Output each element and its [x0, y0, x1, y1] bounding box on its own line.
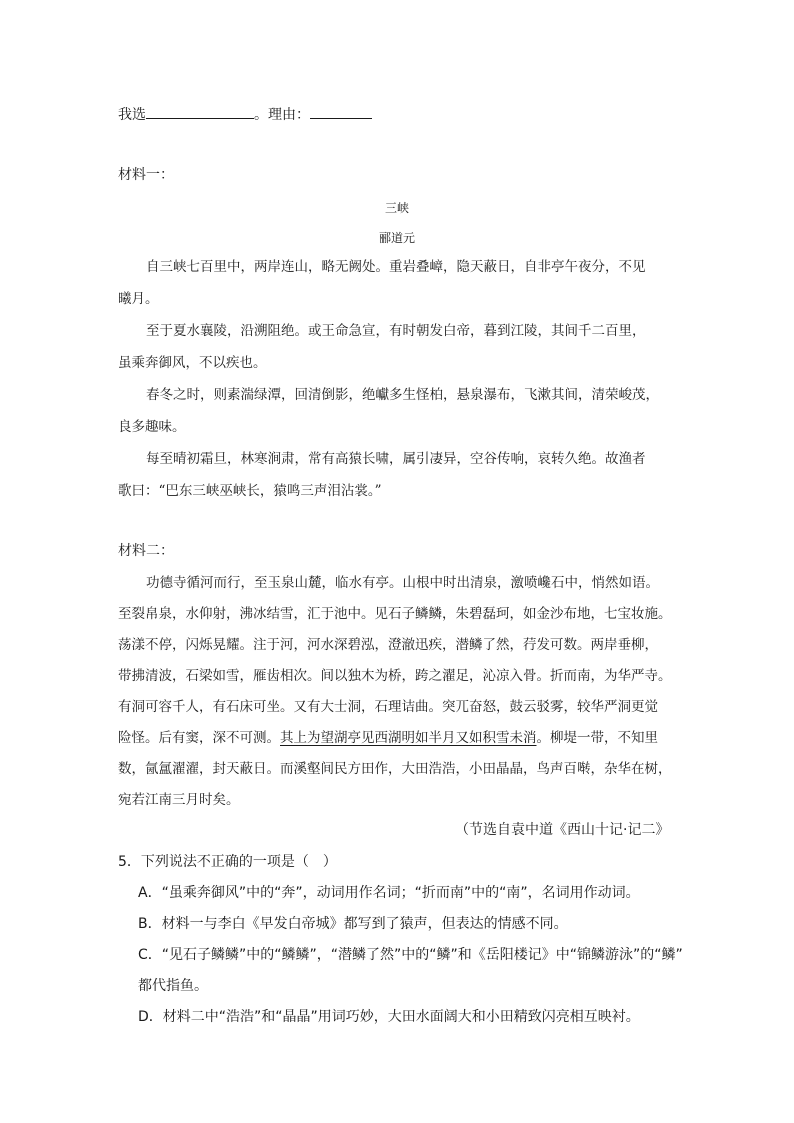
material1-line: 每至晴初霜旦，林寒涧肃，常有高猿长啸，属引凄异，空谷传响，哀转久绝。故渔者 [146, 451, 646, 467]
question-stem: 5．下列说法不正确的一项是（ ） [118, 854, 337, 870]
material2-line: 荡漾不停，闪烁晃耀。注于河，河水深碧泓，澄澈迅疾，潜鳞了然，荇发可数。两岸垂柳， [118, 637, 658, 653]
material1-line: 曦月。 [118, 291, 159, 307]
material2-line: 宛若江南三月时矣。 [118, 792, 240, 808]
reason-blank[interactable] [310, 104, 372, 119]
material1-line: 良多趣味。 [118, 419, 186, 435]
material1-author: 郦道元 [378, 231, 415, 245]
material2-line: 至裂帛泉，水仰射，沸冰结雪，汇于池中。见石子鳞鳞，朱碧磊珂，如金沙布地，七宝妆施。 [118, 606, 672, 622]
material2-line6-after: 。柳堤一带，不知里 [536, 730, 658, 746]
answer-middle: 。理由： [254, 107, 310, 123]
material1-line: 春冬之时，则素湍绿潭，回清倒影，绝巘多生怪柏，悬泉瀑布，飞漱其间，清荣峻茂， [146, 387, 659, 403]
option-c-continued: 都代指鱼。 [138, 978, 208, 994]
option-b[interactable]: B．材料一与李白《早发白帝城》都写到了猿声，但表达的情感不同。 [138, 916, 568, 932]
material1-title: 三峡 [384, 201, 409, 215]
material1-line: 歌曰：“巴东三峡巫峡长，猿鸣三声泪沾裳。” [118, 483, 382, 499]
underlined-sentence: 其上为望湖亭见西湖明如半月又如积雪未消 [280, 730, 537, 746]
material2-line: 数，氤氲濯濯，封天蔽日。而溪壑间民方田作，大田浩浩，小田晶晶，鸟声百啭，杂华在树， [118, 761, 672, 777]
material2-line: 带拂清波，石梁如雪，雁齿相次。间以独木为桥，跨之濯足，沁凉入骨。折而南，为华严寺。 [118, 668, 672, 684]
option-c[interactable]: C．“见石子鳞鳞”中的“鳞鳞”，“潜鳞了然”中的“鳞”和《岳阳楼记》中“锦鳞游泳”的“鳞” [138, 947, 683, 963]
material2-line [118, 729, 658, 747]
material2-line: 功德寺循河而行，至玉泉山麓，临水有亭。山根中时出清泉，激喷巉石中，悄然如语。 [146, 575, 659, 591]
material1-line: 自三峡七百里中，两岸连山，略无阙处。重岩叠嶂，隐天蔽日，自非亭午夜分，不见 [146, 259, 646, 275]
material2-line: 有洞可容千人，有石床可坐。又有大士洞，石理诘曲。突兀奋怒，鼓云驳雾，较华严洞更觉 [118, 699, 658, 715]
choice-blank[interactable] [146, 104, 254, 119]
answer-prefix: 我选 [118, 107, 146, 123]
material2-label: 材料二： [118, 543, 174, 559]
material2-line6-before: 险怪。后有窦，深不可测。 [118, 730, 280, 746]
material1-line: 虽乘奔御风，不以疾也。 [118, 355, 267, 371]
option-d[interactable]: D．材料二中“浩浩”和“晶晶”用词巧妙，大田水面阔大和小田精致闪亮相互映衬。 [138, 1009, 640, 1025]
material1-label: 材料一： [118, 167, 174, 183]
option-a[interactable]: A．“虽乘奔御风”中的“奔”，动词用作名词；“折而南”中的“南”，名词用作动词。 [138, 885, 640, 901]
answer-line [118, 104, 372, 124]
material1-line: 至于夏水襄陵，沿溯阻绝。或王命急宣，有时朝发白帝，暮到江陵，其间千二百里， [146, 323, 646, 339]
source-citation: （节选自袁中道《西山十记·记二》 [455, 822, 670, 838]
